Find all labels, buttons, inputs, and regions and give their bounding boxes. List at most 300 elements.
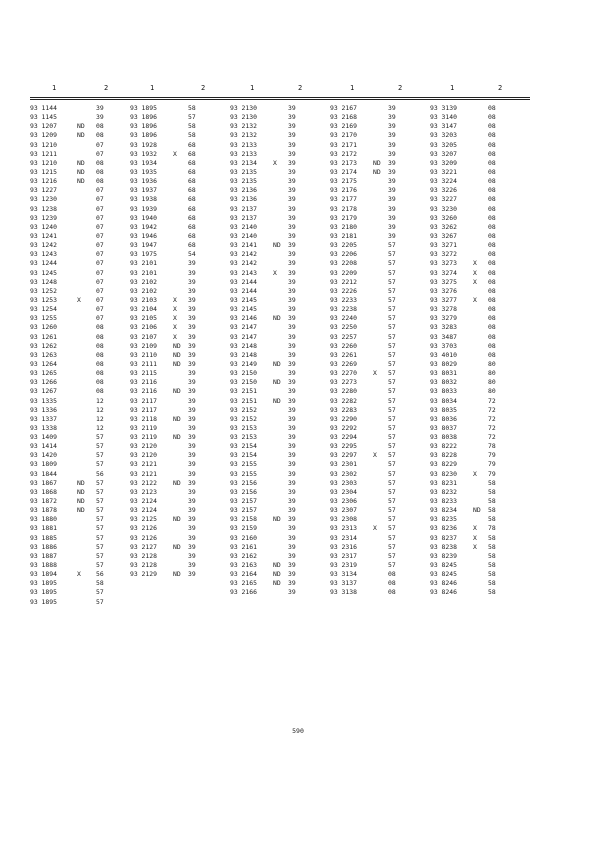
record-id: 93 8033	[430, 387, 457, 396]
record-id: 93 2180	[330, 222, 357, 231]
record-id: 93 8233	[430, 497, 457, 506]
record-code: 12	[96, 414, 104, 423]
record-code: 39	[288, 579, 296, 588]
table-row	[430, 314, 530, 323]
record-code: 57	[388, 378, 396, 387]
record-code: 39	[288, 542, 296, 551]
record-id: 93 1888	[30, 561, 57, 570]
record-id: 93 2125	[130, 515, 157, 524]
table-row	[230, 588, 330, 597]
table-row	[130, 442, 230, 451]
record-code: 08	[488, 314, 496, 323]
table-row	[30, 223, 130, 232]
record-code: 56	[96, 570, 104, 579]
record-code: 79	[488, 469, 496, 478]
table-row	[430, 104, 530, 113]
table-row	[430, 195, 530, 204]
record-flag: X	[373, 451, 377, 460]
table-header	[30, 84, 530, 96]
table-row	[330, 378, 430, 387]
record-id: 93 2148	[230, 341, 257, 350]
record-id: 93 1414	[30, 442, 57, 451]
table-row	[430, 269, 530, 278]
record-code: 39	[388, 167, 396, 176]
record-flag: ND	[77, 506, 85, 515]
record-id: 93 2304	[330, 487, 357, 496]
table-row	[430, 323, 530, 332]
table-row	[30, 470, 130, 479]
table-row	[430, 131, 530, 140]
table-row	[130, 278, 230, 287]
record-code: 57	[388, 277, 396, 286]
record-code: 39	[188, 332, 196, 341]
record-flag: ND	[77, 487, 85, 496]
column-header: 2	[298, 84, 303, 92]
record-code: 57	[96, 451, 104, 460]
record-id: 93 2260	[330, 341, 357, 350]
record-id: 93 2101	[130, 268, 157, 277]
table-row	[130, 323, 230, 332]
record-code: 39	[188, 506, 196, 515]
table-row	[30, 195, 130, 204]
table-row	[130, 488, 230, 497]
record-id: 93 2240	[330, 314, 357, 323]
table-row	[230, 232, 330, 241]
table-row	[30, 515, 130, 524]
table-row	[130, 186, 230, 195]
record-code: 39	[388, 140, 396, 149]
record-id: 93 1216	[30, 177, 57, 186]
record-id: 93 1253	[30, 295, 57, 304]
record-flag: X	[273, 268, 277, 277]
record-id: 93 1420	[30, 451, 57, 460]
record-id: 93 2135	[230, 177, 257, 186]
record-id: 93 1896	[130, 131, 157, 140]
table-row	[30, 314, 130, 323]
column-header: 2	[498, 84, 503, 92]
table-row	[230, 534, 330, 543]
record-id: 93 1243	[30, 250, 57, 259]
record-code: 39	[388, 158, 396, 167]
record-code: 58	[488, 570, 496, 579]
record-id: 93 3283	[430, 323, 457, 332]
table-row	[30, 433, 130, 442]
record-code: 08	[488, 231, 496, 240]
record-id: 93 2140	[230, 222, 257, 231]
column-header: 1	[350, 84, 355, 92]
record-flag: ND	[173, 414, 181, 423]
record-code: 57	[96, 588, 104, 597]
table-row	[330, 232, 430, 241]
table-row	[130, 561, 230, 570]
record-code: 08	[96, 341, 104, 350]
record-code: 68	[188, 231, 196, 240]
table-row	[130, 524, 230, 533]
record-code: 57	[388, 533, 396, 542]
record-id: 93 2208	[330, 259, 357, 268]
record-id: 93 1936	[130, 177, 157, 186]
table-row	[430, 552, 530, 561]
record-code: 39	[188, 350, 196, 359]
record-code: 08	[488, 167, 496, 176]
record-code: 39	[288, 405, 296, 414]
record-code: 72	[488, 433, 496, 442]
record-id: 93 2128	[130, 561, 157, 570]
record-code: 39	[288, 460, 296, 469]
record-code: 39	[388, 204, 396, 213]
record-code: 57	[96, 515, 104, 524]
record-id: 93 1266	[30, 378, 57, 387]
record-code: 08	[96, 131, 104, 140]
record-id: 93 1210	[30, 140, 57, 149]
table-row	[130, 378, 230, 387]
table-row	[330, 534, 430, 543]
record-id: 93 1211	[30, 149, 57, 158]
record-id: 93 1867	[30, 478, 57, 487]
table-row	[130, 113, 230, 122]
table-row	[30, 323, 130, 332]
table-row	[130, 269, 230, 278]
record-code: 39	[288, 387, 296, 396]
record-id: 93 8235	[430, 515, 457, 524]
record-code: 78	[488, 524, 496, 533]
table-row	[30, 415, 130, 424]
table-row	[430, 515, 530, 524]
table-row	[130, 479, 230, 488]
table-row	[430, 360, 530, 369]
table-row	[230, 186, 330, 195]
table-row	[30, 141, 130, 150]
record-id: 93 3262	[430, 222, 457, 231]
record-id: 93 1878	[30, 506, 57, 515]
table-row	[30, 588, 130, 597]
record-id: 93 4010	[430, 350, 457, 359]
record-id: 93 2270	[330, 369, 357, 378]
record-code: 68	[188, 140, 196, 149]
record-id: 93 2160	[230, 533, 257, 542]
record-code: 39	[188, 478, 196, 487]
record-flag: ND	[273, 579, 281, 588]
record-code: 58	[488, 588, 496, 597]
record-code: 08	[388, 579, 396, 588]
record-id: 93 8037	[430, 423, 457, 432]
table-row	[30, 259, 130, 268]
record-code: 68	[188, 213, 196, 222]
table-row	[230, 223, 330, 232]
record-id: 93 8239	[430, 551, 457, 560]
record-id: 93 8029	[430, 359, 457, 368]
record-flag: ND	[77, 158, 85, 167]
table-row	[130, 470, 230, 479]
record-id: 93 1872	[30, 497, 57, 506]
record-code: 57	[388, 405, 396, 414]
table-row	[430, 442, 530, 451]
record-code: 39	[388, 222, 396, 231]
table-row	[230, 397, 330, 406]
record-id: 93 1244	[30, 259, 57, 268]
table-row	[130, 296, 230, 305]
record-id: 93 1895	[30, 588, 57, 597]
record-id: 93 2119	[130, 433, 157, 442]
record-id: 93 2157	[230, 506, 257, 515]
header-rule	[30, 97, 530, 98]
record-id: 93 3703	[430, 341, 457, 350]
column-header: 1	[450, 84, 455, 92]
table-row	[130, 424, 230, 433]
record-id: 93 2233	[330, 295, 357, 304]
table-row	[330, 186, 430, 195]
record-code: 39	[388, 131, 396, 140]
table-row	[30, 378, 130, 387]
record-code: 57	[388, 359, 396, 368]
record-code: 39	[288, 551, 296, 560]
record-id: 93 1227	[30, 186, 57, 195]
record-id: 93 1844	[30, 469, 57, 478]
table-row	[330, 168, 430, 177]
record-code: 58	[96, 579, 104, 588]
table-row	[30, 131, 130, 140]
table-row	[230, 369, 330, 378]
record-id: 93 1230	[30, 195, 57, 204]
record-code: 39	[188, 570, 196, 579]
record-code: 58	[488, 497, 496, 506]
record-id: 93 8238	[430, 542, 457, 551]
table-row	[430, 506, 530, 515]
record-id: 93 2163	[230, 561, 257, 570]
table-row	[30, 205, 130, 214]
table-row	[130, 150, 230, 159]
record-flag: X	[473, 277, 477, 286]
record-id: 93 2303	[330, 478, 357, 487]
record-code: 57	[96, 460, 104, 469]
record-code: 39	[288, 369, 296, 378]
record-id: 93 2136	[230, 195, 257, 204]
record-code: 39	[288, 241, 296, 250]
record-id: 93 1336	[30, 405, 57, 414]
table-row	[130, 552, 230, 561]
record-id: 93 2317	[330, 551, 357, 560]
table-row	[430, 369, 530, 378]
table-row	[330, 415, 430, 424]
record-id: 93 3224	[430, 177, 457, 186]
table-row	[130, 451, 230, 460]
record-flag: X	[373, 524, 377, 533]
record-id: 93 2212	[330, 277, 357, 286]
record-code: 68	[188, 158, 196, 167]
record-code: 39	[188, 378, 196, 387]
record-id: 93 8230	[430, 469, 457, 478]
record-flag: ND	[77, 478, 85, 487]
record-id: 93 2273	[330, 378, 357, 387]
table-row	[230, 460, 330, 469]
record-code: 07	[96, 250, 104, 259]
record-code: 39	[188, 451, 196, 460]
table-row	[330, 488, 430, 497]
record-flag: ND	[77, 122, 85, 131]
table-row	[130, 250, 230, 259]
record-flag: X	[473, 268, 477, 277]
record-code: 57	[96, 478, 104, 487]
record-code: 08	[96, 350, 104, 359]
record-code: 39	[288, 341, 296, 350]
record-code: 12	[96, 405, 104, 414]
record-flag: X	[173, 295, 177, 304]
record-id: 93 2154	[230, 442, 257, 451]
record-id: 93 3267	[430, 231, 457, 240]
table-row	[430, 424, 530, 433]
table-row	[230, 342, 330, 351]
record-code: 39	[288, 113, 296, 122]
record-flag: ND	[173, 359, 181, 368]
record-code: 57	[388, 542, 396, 551]
table-row	[30, 113, 130, 122]
record-code: 57	[388, 250, 396, 259]
record-id: 93 2162	[230, 551, 257, 560]
record-id: 93 3272	[430, 250, 457, 259]
record-id: 93 1245	[30, 268, 57, 277]
table-row	[330, 369, 430, 378]
table-row	[430, 534, 530, 543]
record-id: 93 3279	[430, 314, 457, 323]
record-id: 93 3227	[430, 195, 457, 204]
record-code: 07	[96, 195, 104, 204]
table-row	[30, 177, 130, 186]
record-id: 93 1338	[30, 423, 57, 432]
record-flag: ND	[273, 359, 281, 368]
record-id: 93 8246	[430, 579, 457, 588]
record-flag: X	[173, 314, 177, 323]
record-code: 39	[288, 314, 296, 323]
record-code: 08	[488, 295, 496, 304]
record-id: 93 2148	[230, 350, 257, 359]
table-row	[30, 333, 130, 342]
column-group-3	[230, 104, 330, 598]
record-id: 93 1895	[30, 579, 57, 588]
record-code: 79	[488, 460, 496, 469]
table-row	[130, 177, 230, 186]
record-id: 93 2106	[130, 323, 157, 332]
table-row	[330, 104, 430, 113]
record-code: 08	[388, 570, 396, 579]
record-code: 39	[188, 487, 196, 496]
record-code: 39	[388, 149, 396, 158]
record-flag: ND	[173, 542, 181, 551]
record-id: 93 2147	[230, 332, 257, 341]
record-code: 39	[188, 515, 196, 524]
record-id: 93 2145	[230, 305, 257, 314]
record-code: 08	[488, 241, 496, 250]
column-group-4	[330, 104, 430, 598]
table-row	[230, 122, 330, 131]
record-code: 57	[388, 305, 396, 314]
record-code: 08	[488, 213, 496, 222]
record-code: 08	[96, 177, 104, 186]
table-row	[30, 497, 130, 506]
record-flag: X	[473, 542, 477, 551]
record-code: 57	[388, 460, 396, 469]
record-id: 93 8031	[430, 369, 457, 378]
table-row	[230, 415, 330, 424]
column-group-5	[430, 104, 530, 598]
record-id: 93 3487	[430, 332, 457, 341]
record-id: 93 2107	[130, 332, 157, 341]
record-code: 07	[96, 259, 104, 268]
table-row	[30, 104, 130, 113]
record-id: 93 2102	[130, 286, 157, 295]
record-id: 93 2104	[130, 305, 157, 314]
table-row	[430, 397, 530, 406]
table-row	[430, 168, 530, 177]
record-code: 57	[96, 497, 104, 506]
record-id: 93 1894	[30, 570, 57, 579]
record-id: 93 1896	[130, 113, 157, 122]
record-flag: ND	[77, 497, 85, 506]
record-code: 08	[488, 122, 496, 131]
table-row	[30, 598, 130, 607]
table-row	[130, 104, 230, 113]
table-row	[330, 588, 430, 597]
table-row	[330, 223, 430, 232]
record-code: 57	[388, 515, 396, 524]
record-id: 93 2171	[330, 140, 357, 149]
record-code: 39	[288, 250, 296, 259]
record-code: 39	[288, 140, 296, 149]
table-row	[430, 333, 530, 342]
record-code: 57	[388, 451, 396, 460]
record-id: 93 2133	[230, 149, 257, 158]
record-id: 93 2110	[130, 350, 157, 359]
record-id: 93 3140	[430, 113, 457, 122]
table-row	[330, 269, 430, 278]
record-code: 39	[288, 305, 296, 314]
table-row	[30, 250, 130, 259]
record-code: 39	[288, 195, 296, 204]
table-row	[430, 150, 530, 159]
table-row	[330, 113, 430, 122]
record-code: 39	[288, 433, 296, 442]
record-code: 57	[96, 442, 104, 451]
record-id: 93 1144	[30, 104, 57, 112]
table-row	[230, 104, 330, 113]
record-id: 93 1895	[130, 104, 157, 112]
record-id: 93 1940	[130, 213, 157, 222]
table-row	[330, 397, 430, 406]
record-id: 93 8245	[430, 570, 457, 579]
record-code: 58	[188, 104, 196, 112]
record-code: 08	[488, 323, 496, 332]
record-id: 93 2117	[130, 405, 157, 414]
record-id: 93 2174	[330, 167, 357, 176]
table-row	[230, 241, 330, 250]
record-code: 57	[388, 369, 396, 378]
record-id: 93 1895	[30, 597, 57, 606]
record-code: 72	[488, 414, 496, 423]
record-id: 93 1264	[30, 359, 57, 368]
table-row	[230, 433, 330, 442]
record-code: 07	[96, 231, 104, 240]
record-code: 08	[96, 167, 104, 176]
record-code: 57	[388, 561, 396, 570]
table-row	[230, 570, 330, 579]
record-code: 12	[96, 396, 104, 405]
record-code: 57	[96, 597, 104, 606]
record-id: 93 2123	[130, 487, 157, 496]
table-row	[330, 351, 430, 360]
record-code: 39	[288, 469, 296, 478]
record-code: 58	[488, 515, 496, 524]
table-row	[230, 552, 330, 561]
record-code: 56	[96, 469, 104, 478]
